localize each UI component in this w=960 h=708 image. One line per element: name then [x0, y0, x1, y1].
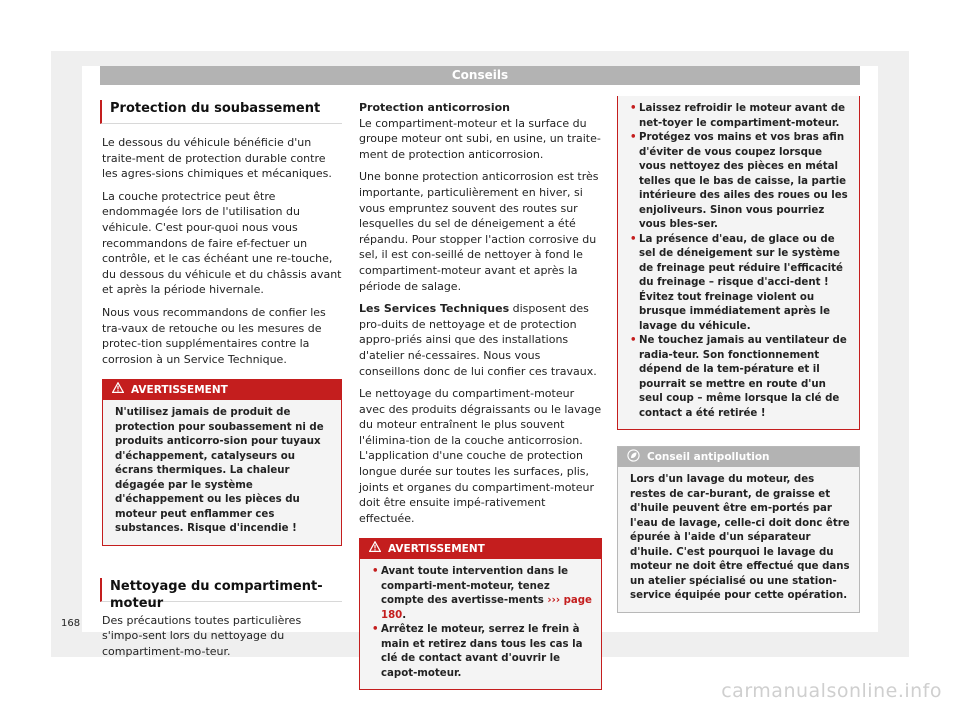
warning-bullet: • La présence d'eau, de glace ou de sel de déneigement sur le système de freinage peut réduire l'efficacité du freinage – risque d'acci-dent ! Évitez tout freinage violent ou brusque immédiatement après le lavage du véhicule. [630, 233, 850, 335]
warning-body [360, 559, 601, 689]
paragraph: Le dessous du véhicule bénéficie d'un traite-ment de protection durable contre les agres-sions chimiques et mécaniques. [102, 136, 332, 181]
warning-bullet: • Avant toute intervention dans le comparti-ment-moteur, tenez compte des avertisse-ments ››› page 180. [372, 565, 592, 623]
warning-bullet: • Arrêtez le moteur, serrez le frein à main et retirez dans tous les cas la clé de contact avant d'ouvrir le capot-moteur. [372, 623, 592, 681]
eco-tip-box [617, 446, 860, 613]
warning-text: N'utilisez jamais de produit de protection pour soubassement ni de produits anticorro-sion pour tuyaux d'échappement, catalyseurs ou écrans thermiques. La chaleur dégagée par le système d'échappement ou les pièces du moteur peut enflammer ces substances. Risque d'incendie ! [103, 400, 341, 545]
page-reference-link[interactable]: ››› page 180 [381, 595, 592, 621]
warning-triangle-icon [112, 380, 124, 400]
warning-bullet: • Laissez refroidir le moteur avant de net-toyer le compartiment-moteur. [630, 102, 850, 131]
warning-bullet: • Protégez vos mains et vos bras afin d'éviter de vous coupez lorsque vous nettoyez des pièces en métal telles que le bas de caisse, la partie intérieure des ailes des roues ou les enjoliveurs. Sinon vous pourriez vous bles-ser. [630, 131, 850, 233]
chapter-header: Conseils [100, 66, 860, 85]
paragraph: Le compartiment-moteur et la surface du groupe moteur ont subi, en usine, un traite-ment de protection anticorrosion. [359, 116, 601, 161]
eco-header [618, 447, 859, 467]
section-title-engine-cleaning: Nettoyage du compartiment-moteur [100, 578, 342, 602]
warning-body [618, 96, 859, 429]
paragraph: Nous vous recommandons de confier les tra-vaux de retouche ou les mesures de protec-tion supplémentaires contre la corrosion à un Service Technique. [102, 305, 326, 366]
warning-title: AVERTISSEMENT [388, 543, 485, 556]
watermark: carmanualsonline.info [721, 680, 942, 702]
eco-leaf-icon [627, 449, 640, 469]
column-1 [102, 100, 342, 667]
section-title-underbody: Protection du soubassement [100, 100, 342, 124]
page-number: 168 [61, 618, 81, 629]
warning-header [103, 380, 341, 400]
warning-box-continued [617, 96, 860, 430]
column-2 [359, 100, 602, 690]
paragraph: Une bonne protection anticorrosion est très importante, particulièrement en hiver, si vous empruntez souvent des routes sur lesquelles du sel de déneigement a été répandu. Pour stopper l'action corrosive du sel, il est con-seillé de nettoyer à fond le compartiment-moteur avant et après la période de salage. [359, 170, 599, 293]
bold-lead: Les Services Techniques [359, 302, 510, 316]
warning-box [359, 538, 602, 690]
warning-bullet: • Ne touchez jamais au ventilateur de radia-teur. Son fonctionnement dépend de la tem-pérature et il pourrait se mettre en route d'un seul coup – même lorsque la clé de contact a été retirée ! [630, 334, 850, 421]
warning-title: AVERTISSEMENT [131, 384, 228, 397]
paragraph: La couche protectrice peut être endommagée lors de l'utilisation du véhicule. C'est pour-quoi nous vous recommandons de faire ef-fectuer un contrôle, et le cas échéant une re-touche, du dessous du véhicule et du châssis avant et après la période hivernale. [102, 189, 342, 297]
paragraph: Des précautions toutes particulières s'impo-sent lors du nettoyage du compartiment-mo-teur. [102, 613, 302, 658]
eco-text: Lors d'un lavage du moteur, des restes de car-burant, de graisse et d'huile peuvent être em-portés par l'eau de lavage, celle-ci doit donc être épurée à l'aide d'un séparateur d'huile. C'est pourquoi le lavage du moteur ne doit être effectué que dans un atelier spécialisé ou une station-service équipée pour cette opération. [618, 467, 859, 612]
warning-header [360, 539, 601, 559]
warning-box [102, 379, 342, 546]
warning-triangle-icon [369, 539, 381, 559]
eco-title: Conseil antipollution [647, 451, 770, 463]
paragraph: Les Services Techniques disposent des pro-duits de nettoyage et de protection appro-priés ainsi que des installations d'atelier né-cessaires. Nous vous conseillons donc de lui confier ces travaux. [359, 302, 597, 378]
subtitle-anticorrosion: Protection anticorrosion [359, 101, 511, 114]
column-3 [617, 96, 860, 613]
paragraph: Le nettoyage du compartiment-moteur avec des produits dégraissants ou le lavage du moteur entraînent le plus souvent l'élimina-tion de la couche anticorrosion. L'application d'une couche de protection longue durée sur toutes les surfaces, plis, joints et organes du compartiment-moteur doit être ensuite impé-rativement effectuée. [359, 387, 602, 525]
